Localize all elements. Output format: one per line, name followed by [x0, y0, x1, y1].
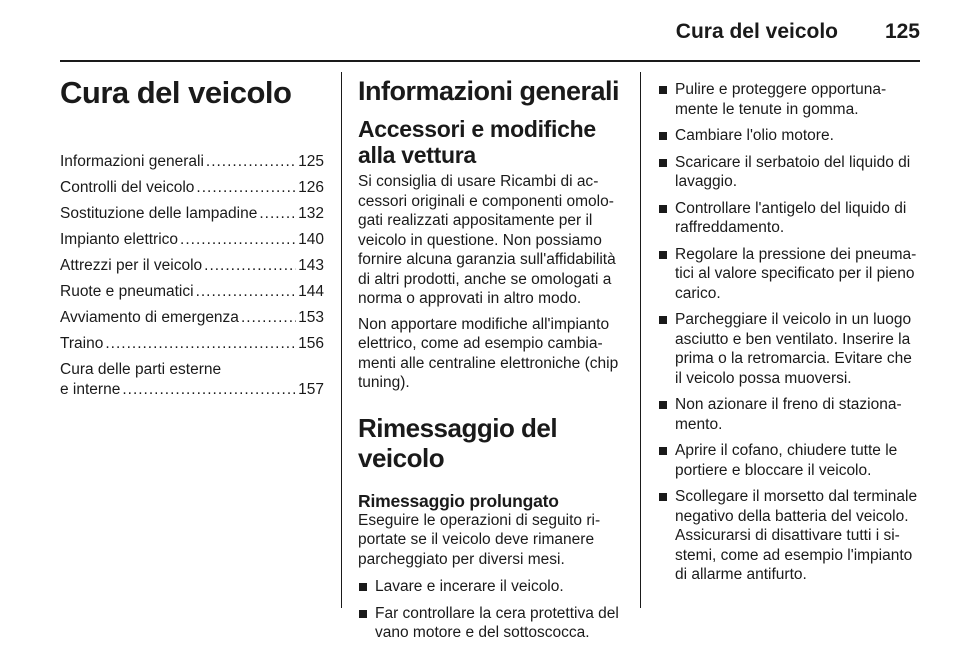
paragraph: Si consiglia di usare Ricambi di accessori originali e componenti omologati realizzati appositamente per il veicolo in questione. Non possiamo fornire alcuna garanzia sull'affidabilità di altri prodotti, anche se omologati a norma o approvati in altro modo. — [358, 173, 616, 307]
bullet-square-icon — [659, 493, 667, 501]
bullet-square-icon — [659, 86, 667, 94]
toc-entry[interactable]: Avviamento di emergenza ..... 153 — [60, 308, 324, 328]
list-item: Controllare l'antigelo del liquido di raffreddamento. — [658, 199, 922, 238]
column-divider-2 — [640, 72, 641, 608]
bullet-square-icon — [359, 610, 367, 618]
toc-entry[interactable]: Ruote e pneumatici ..... 144 — [60, 282, 324, 302]
list-item: Regolare la pressione dei pneumatici al valore specificato per il pieno carico. — [658, 245, 922, 304]
list-item: Aprire il cofano, chiudere tutte le portiere e bloccare il veicolo. — [658, 441, 922, 480]
paragraph: Non apportare modifiche all'impianto elettrico, come ad esempio cambiamenti alle centraline elettroniche (chip tuning). — [358, 315, 619, 391]
toc-entry[interactable]: Traino ..... 156 — [60, 334, 324, 354]
header-title: Cura del veicolo — [675, 20, 838, 43]
toc-entry[interactable]: Attrezzi per il veicolo ..... 143 — [60, 256, 324, 276]
bullet-square-icon — [359, 583, 367, 591]
bullet-square-icon — [659, 316, 667, 324]
toc-entry[interactable]: Impianto elettrico ..... 140 — [60, 230, 324, 250]
toc-entry-multiline[interactable]: Cura delle parti esterne e interne ..... 157 — [60, 360, 324, 400]
header-rule — [60, 60, 920, 62]
toc-list — [60, 152, 324, 400]
list-item: Cambiare l'olio motore. — [658, 126, 922, 146]
toc-entry[interactable]: Sostituzione delle lampadine ..... 132 — [60, 204, 324, 224]
bullet-list — [658, 80, 922, 585]
chapter-title: Cura del veicolo — [60, 75, 292, 110]
column-divider-1 — [341, 72, 342, 608]
list-item: Lavare e incerare il veicolo. — [358, 577, 624, 597]
toc-entry[interactable]: Controlli del veicolo ..... 126 — [60, 178, 324, 198]
toc-entry[interactable]: Informazioni generali ..... 125 — [60, 152, 324, 172]
toc-column — [60, 76, 324, 400]
paragraph: Eseguire le operazioni di seguito riportate se il veicolo deve rimanere parcheggiato per diversi mesi. — [358, 511, 601, 568]
section-title: Informazioni generali — [358, 76, 620, 106]
list-item: Scollegare il morsetto dal terminale negativo della batteria del veicolo. Assicurarsi di disattivare tutti i sistemi, come ad esempio l'impianto di allarme antifurto. — [658, 487, 922, 585]
bullet-square-icon — [659, 132, 667, 140]
content-column-3 — [658, 80, 922, 592]
list-item: Non azionare il freno di stazionamento. — [658, 395, 922, 434]
header-page-number: 125 — [884, 20, 920, 43]
bullet-square-icon — [659, 205, 667, 213]
subsection-title-accessori: Accessori e modifiche alla vettura — [358, 116, 596, 168]
bullet-square-icon — [659, 159, 667, 167]
sub-subsection-title: Rimessaggio prolungato — [358, 490, 559, 511]
bullet-list — [358, 577, 624, 643]
page-header — [60, 14, 920, 58]
list-item: Far controllare la cera protettiva del vano motore e del sottoscocca. — [358, 604, 624, 643]
content-column-2 — [358, 76, 624, 650]
list-item: Pulire e proteggere opportunamente le tenute in gomma. — [658, 80, 922, 119]
bullet-square-icon — [659, 401, 667, 409]
bullet-square-icon — [659, 447, 667, 455]
subsection-title-rimessaggio: Rimessaggio del veicolo — [358, 412, 558, 473]
list-item: Scaricare il serbatoio del liquido di lavaggio. — [658, 153, 922, 192]
list-item: Parcheggiare il veicolo in un luogo asciutto e ben ventilato. Inserire la prima o la retromarcia. Evitare che il veicolo possa muoversi. — [658, 310, 922, 388]
bullet-square-icon — [659, 251, 667, 259]
